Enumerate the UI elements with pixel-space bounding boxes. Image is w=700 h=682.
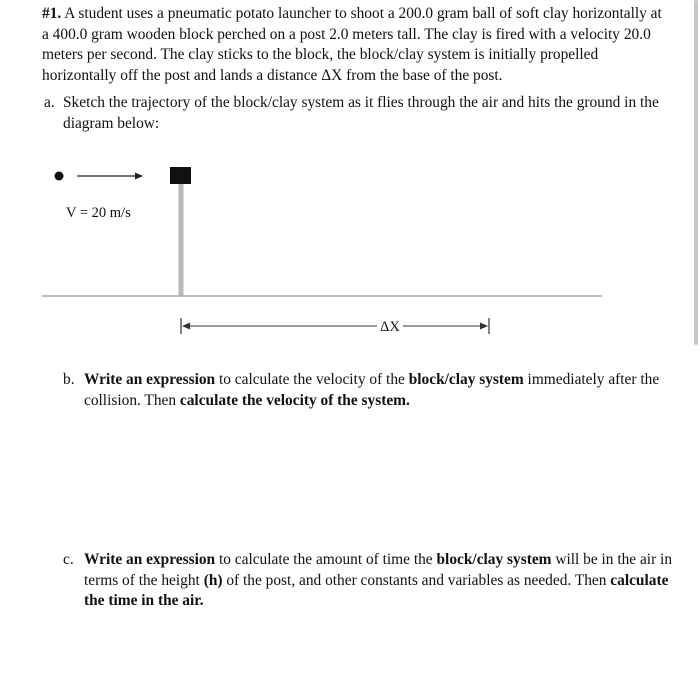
distance-arrow-head-right bbox=[480, 323, 488, 330]
part-c-bold-1: Write an expression bbox=[84, 551, 216, 568]
part-c-letter: c. bbox=[63, 551, 74, 568]
part-c-text-1: to calculate the amount of time the bbox=[215, 551, 437, 568]
part-c-text-3: of the post, and other constants and variables as needed. Then bbox=[222, 571, 611, 589]
post bbox=[179, 184, 184, 296]
part-c-bold-4: calculate the time in the air. bbox=[84, 571, 669, 609]
vertical-scrollbar[interactable] bbox=[692, 0, 700, 682]
part-a-letter: a. bbox=[44, 94, 55, 111]
part-b-bold-3: calculate the velocity of the system. bbox=[179, 391, 410, 409]
problem-intro-text: A student uses a pneumatic potato launcher to shoot a 200.0 gram ball of soft clay horizontally at a 400.0 gram wooden block perched on a post 2.0 meters tall. The clay is fired with a velocity 20.0 meters per second. The clay sticks to the block, the block/clay system is initially propelled horizontally off the post and lands a distance ΔX from the base of the post. bbox=[42, 5, 662, 84]
delta-x-label: ΔX bbox=[377, 318, 403, 336]
part-c bbox=[63, 550, 675, 612]
scrollbar-thumb[interactable] bbox=[694, 0, 698, 345]
part-c-bold-3: (h) bbox=[203, 571, 223, 589]
part-c-bold-2: block/clay system bbox=[436, 551, 552, 568]
part-b bbox=[63, 370, 675, 411]
velocity-label: V = 20 m/s bbox=[66, 205, 131, 221]
part-b-text-2: immediately after the collision. Then bbox=[84, 371, 660, 409]
part-a-text: Sketch the trajectory of the block/clay system as it flies through the air and hits the ground in the diagram below: bbox=[63, 94, 659, 132]
part-c-text bbox=[84, 550, 675, 612]
distance-arrow-head-left bbox=[182, 323, 190, 330]
part-b-letter: b. bbox=[63, 371, 75, 388]
wooden-block bbox=[170, 167, 191, 184]
part-b-text bbox=[84, 370, 675, 411]
problem-number: #1. bbox=[42, 5, 62, 22]
part-c-text-2: will be in the air in terms of the height bbox=[84, 551, 673, 589]
part-b-bold-1: Write an expression bbox=[84, 371, 216, 388]
clay-ball bbox=[55, 172, 64, 181]
velocity-arrow-head bbox=[135, 173, 143, 180]
part-b-text-1: to calculate the velocity of the bbox=[215, 371, 409, 388]
part-b-bold-2: block/clay system bbox=[408, 371, 524, 388]
